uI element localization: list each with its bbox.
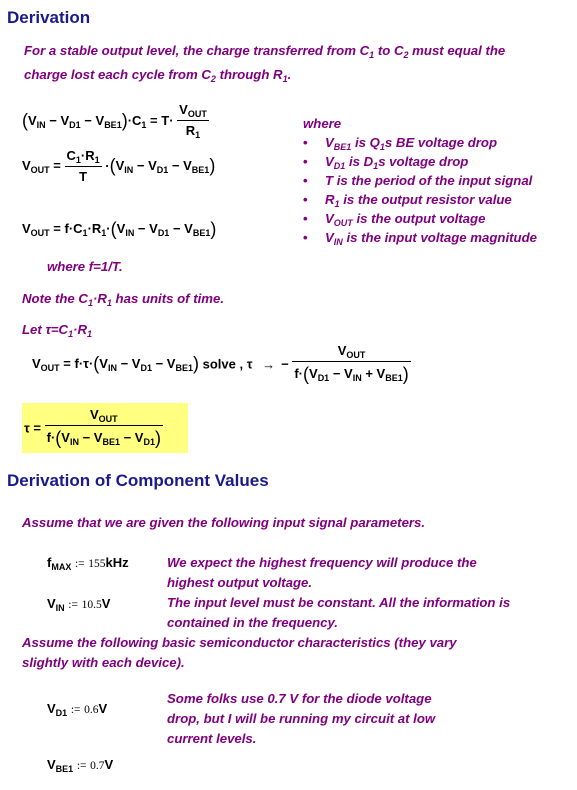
assume-input-params: Assume that we are given the following input signal parameters. [22, 515, 426, 530]
let-tau: Let $\tau=C_1\cdot R_1$ [22, 322, 93, 339]
fmax-comment: We expect the highest frequency will produce the highest output voltage. [167, 555, 477, 590]
definition-t: • T is the period of the input signal [299, 171, 537, 190]
where-f-note: where f=1/T. [47, 259, 123, 274]
equation-solve-tau: $V_{OUT} = f\cdot\tau\cdot(V_{IN} - V_{D1} - V_{BE1})$ solve , τ → − $\frac{V_{OUT}}{f\cdot(V_{D1} - V_{IN} + V_{BE1})}$ [32, 343, 409, 384]
definition-vd1: • $V_{D1}$ is $D_1s$ voltage drop [299, 152, 537, 171]
definition-vin: • $V_{IN}$ is the input voltage magnitude [299, 228, 537, 247]
definition-vbe1: • $V_{BE1}$ is $Q_1s$ BE voltage drop [299, 133, 537, 152]
tau-result-highlight: τ = $\frac{V_{OUT}}{f\cdot(V_{IN} - V_{BE1} - V_{D1})}$ [22, 403, 188, 453]
equation-vout-period: $V_{OUT}$ = $\frac{C_1\cdot R_1}{T}$ $\cdot(V_{IN} - V_{D1} - V_{BE1})$ [22, 148, 216, 184]
definition-vout: • $V_{OUT}$ is the output voltage [299, 209, 537, 228]
param-vin: $V_{IN}$ := 10.5V [47, 596, 111, 613]
variable-definitions-list [299, 133, 537, 247]
equation-vout-frequency: $V_{OUT} = f\cdot C_1\cdot R_1\cdot(V_{IN} - V_{D1} - V_{BE1})$ [22, 219, 217, 239]
heading-derivation: Derivation [7, 8, 91, 27]
arrow-symbol: → [262, 356, 276, 372]
vin-comment: The input level must be constant. All the information is contained in the frequency. [167, 595, 511, 630]
where-label: where [303, 116, 342, 131]
vd1-comment: Some folks use 0.7 V for the diode voltage drop, but I will be running my circuit at low current levels. [167, 691, 436, 746]
definition-r1: • $R_1$ is the output resistor value [299, 190, 537, 209]
param-fmax: $f_{MAX}$ := 155kHz [47, 555, 129, 572]
param-vd1: $V_{D1}$ := 0.6V [47, 701, 108, 718]
equation-charge-balance: $(V_{IN} - V_{D1} - V_{BE1})\cdot C_1 = T\cdot$ $\frac{V_{OUT}}{R_1}$ [22, 102, 207, 140]
solve-keyword: solve , τ [202, 356, 253, 372]
assume-semiconductor: Assume the following basic semiconductor characteristics (they vary slightly with each device). [22, 635, 457, 670]
param-vbe1: $V_{BE1}$ := 0.7V [47, 757, 114, 774]
units-note: Note the $C_1\cdot R_1$ has units of time. [22, 291, 224, 308]
intro-paragraph: For a stable output level, the charge transferred from $C_1$ to $C_2$ must equal the charge lost each cycle from $C_2$ through $R_1$. [24, 43, 506, 84]
heading-component-values: Derivation of Component Values [7, 471, 269, 490]
